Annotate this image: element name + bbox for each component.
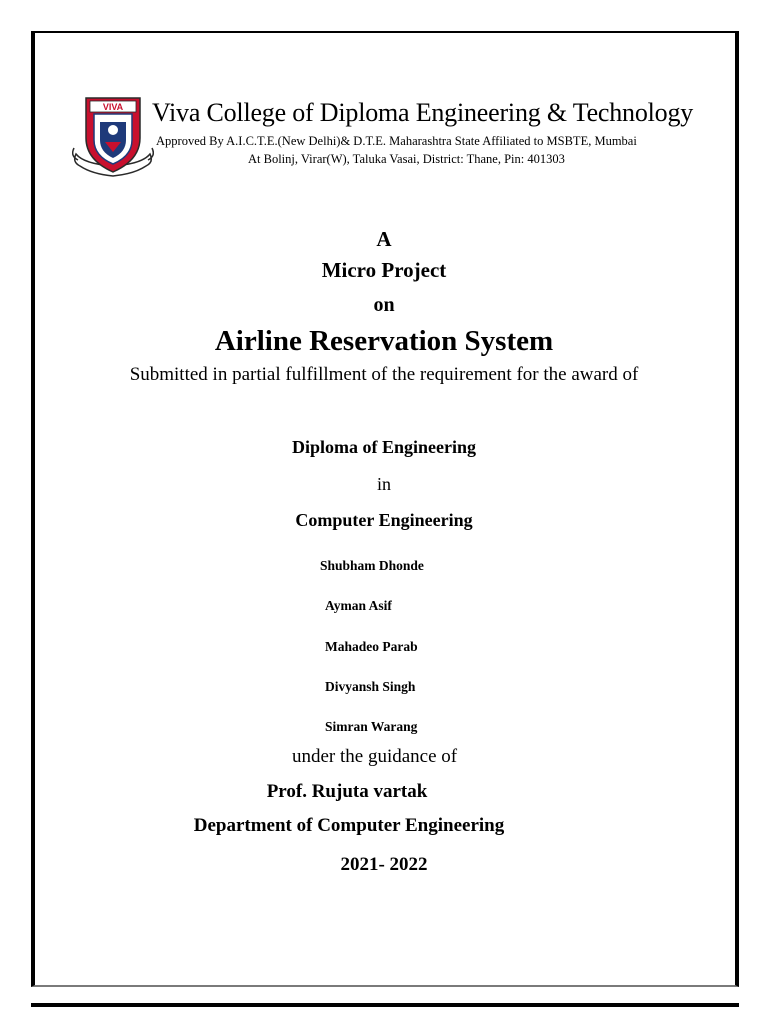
- award-in: in: [376, 474, 391, 494]
- guide-name: Prof. Rujuta vartak: [266, 781, 428, 802]
- guidance-label: under the guidance of: [292, 746, 458, 767]
- title-line-micro-project: Micro Project: [321, 258, 447, 282]
- college-approval-line: Approved By A.I.C.T.E.(New Delhi)& D.T.E. Maharashtra State Affiliated to MSBTE, Mumbai: [156, 134, 637, 148]
- student-name: Shubham Dhonde: [320, 558, 424, 573]
- title-line-a: A: [376, 227, 392, 251]
- college-header: [70, 88, 710, 184]
- college-name: Viva College of Diploma Engineering & Technology: [152, 98, 694, 127]
- svg-text:VIVA: VIVA: [102, 102, 124, 112]
- title-line-on: on: [373, 294, 395, 316]
- award-diploma: Diploma of Engineering: [291, 437, 476, 457]
- award-branch: Computer Engineering: [295, 510, 473, 530]
- academic-year: 2021- 2022: [340, 854, 428, 875]
- student-name: Ayman Asif: [325, 598, 392, 613]
- student-name: Mahadeo Parab: [325, 639, 418, 654]
- college-address-line: At Bolinj, Virar(W), Taluka Vasai, District: Thane, Pin: 401303: [248, 152, 565, 166]
- student-name: Divyansh Singh: [325, 679, 416, 694]
- department-name: Department of Computer Engineering: [193, 815, 505, 836]
- project-title: Airline Reservation System: [214, 325, 554, 357]
- college-logo-icon: [72, 90, 154, 182]
- student-name: Simran Warang: [325, 719, 418, 734]
- submitted-text: Submitted in partial fulfillment of the requirement for the award of: [129, 364, 639, 385]
- bottom-rule: [31, 1003, 739, 1007]
